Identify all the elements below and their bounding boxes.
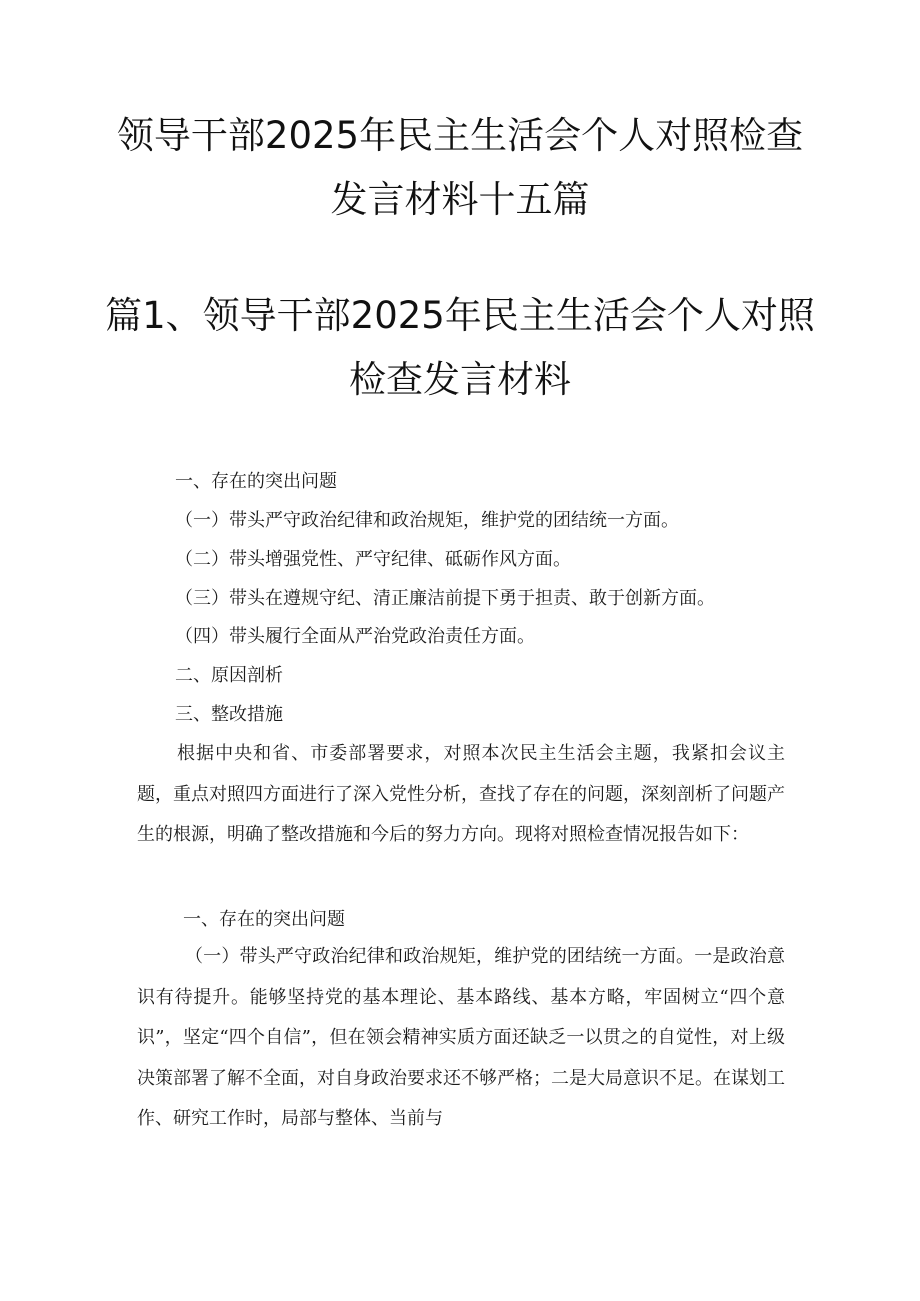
section-heading: 一、存在的突出问题 [183,909,345,930]
document-title-line-1: 领导干部2025年民主生活会个人对照检查 [116,114,804,157]
intro-paragraph: 根据中央和省、市委部署要求，对照本次民主生活会主题，我紧扣会议主题，重点对照四方面进行了深入党性分析，查找了存在的问题，深刻剖析了问题产生的根源，明确了整改措施和今后的努力方向。现将对照检查情况报告如下： [137,743,785,845]
outline-item-1: 一、存在的突出问题 [175,471,337,492]
document-title-line-2: 发言材料十五篇 [330,178,590,221]
section-paragraph: （一）带头严守政治纪律和政治规矩，维护党的团结统一方面。一是政治意识有待提升。能够坚持党的基本理论、基本路线、基本方略，牢固树立“四个意识”，坚定“四个自信”，但在领会精神实质方面还缺乏一以贯之的自觉性，对上级决策部署了解不全面，对自身政治要求还不够严格；二是大局意识不足。在谋划工作、研究工作时，局部与整体、当前与 [137,946,785,1129]
outline-item-5: （四）带头履行全面从严治党政治责任方面。 [175,626,535,647]
outline-item-6: 二、原因剖析 [175,665,283,686]
article-title-line-1: 篇1、领导干部2025年民主生活会个人对照 [105,294,815,337]
outline-item-7: 三、整改措施 [175,704,283,725]
outline-item-3: （二）带头增强党性、严守纪律、砥砺作风方面。 [175,549,571,570]
outline-item-2: （一）带头严守政治纪律和政治规矩，维护党的团结统一方面。 [175,510,679,531]
outline-item-4: （三）带头在遵规守纪、清正廉洁前提下勇于担责、敢于创新方面。 [175,588,715,609]
article-title-line-2: 检查发言材料 [349,358,571,401]
